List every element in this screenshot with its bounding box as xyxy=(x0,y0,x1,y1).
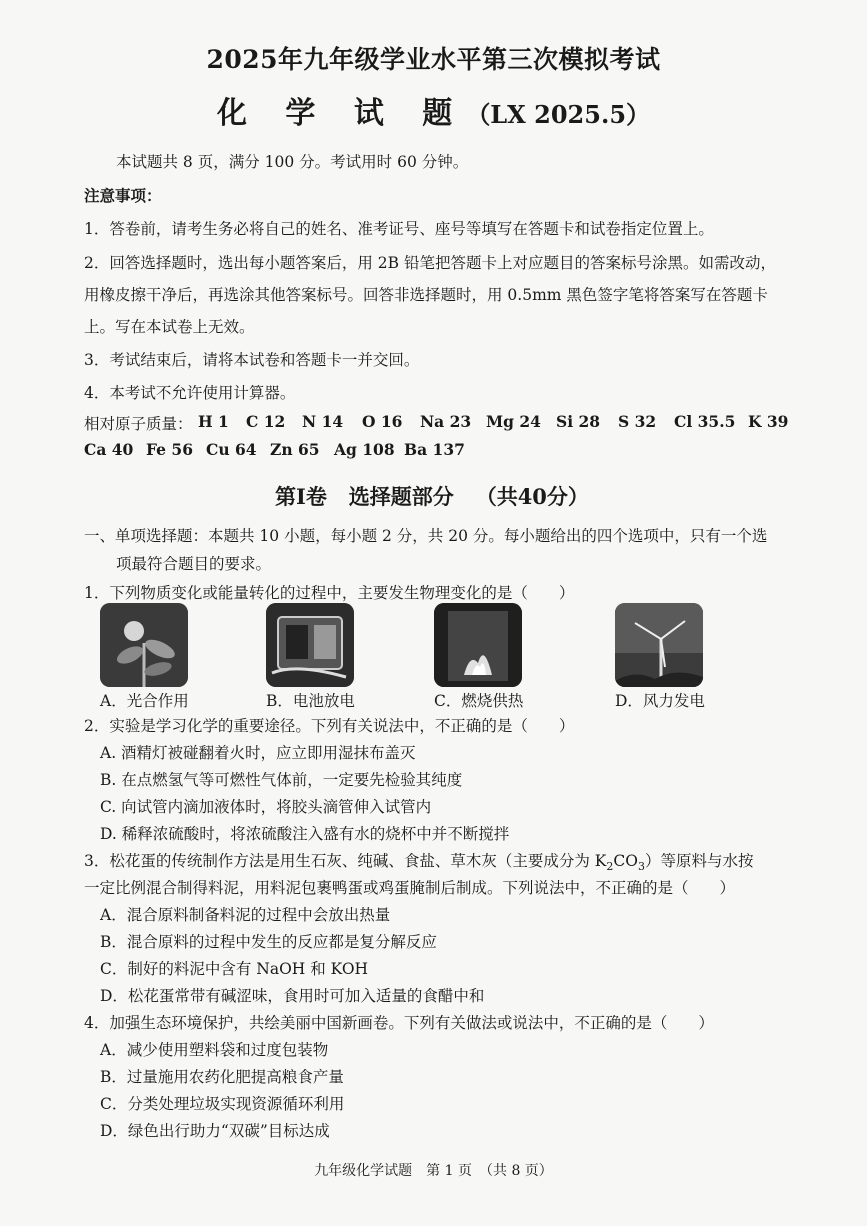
page-footer: 九年级化学试题 第 1 页 （共 8 页） xyxy=(314,1163,553,1179)
question-2-option-a: A. 酒精灯被碰翻着火时，应立即用湿抹布盖灭 xyxy=(100,744,416,762)
atomic-mass-si: Si 28 xyxy=(556,412,601,431)
wind-power-image xyxy=(615,603,703,687)
question-3-option-b: B．混合原料的过程中发生的反应都是复分解反应 xyxy=(100,933,437,951)
notice-item-1: 1．答卷前，请考生务必将自己的姓名、准考证号、座号等填写在答题卡和试卷指定位置上。 xyxy=(84,220,714,238)
notice-item-2-line3: 上。写在本试卷上无效。 xyxy=(84,318,255,336)
question-1-option-c: C．燃烧供热 xyxy=(434,692,524,710)
question-3-stem-line2: 一定比例混合制得料泥，用料泥包裹鸭蛋或鸡蛋腌制后制成。下列说法中，不正确的是（ ） xyxy=(84,879,736,897)
question-2-stem: 2．实验是学习化学的重要途径。下列有关说法中，不正确的是（ ） xyxy=(84,717,575,735)
question-2-option-c: C. 向试管内滴加液体时，将胶头滴管伸入试管内 xyxy=(100,798,432,816)
section-description-line1: 一、单项选择题：本题共 10 小题，每小题 2 分，共 20 分。每小题给出的四个选项中，只有一个选 xyxy=(84,527,768,545)
atomic-mass-s: S 32 xyxy=(618,412,657,431)
question-3-stem-line1: 3．松花蛋的传统制作方法是用生石灰、纯碱、食盐、草木灰（主要成分为 $K_2CO_3$）等原料与水按 xyxy=(84,852,754,874)
atomic-mass-n: N 14 xyxy=(302,412,344,431)
question-4-option-b: B．过量施用农药化肥提高粮食产量 xyxy=(100,1068,344,1086)
atomic-mass-k: K 39 xyxy=(748,412,789,431)
question-4-option-c: C．分类处理垃圾实现资源循环利用 xyxy=(100,1095,345,1113)
subject-name: 化 学 试 题 xyxy=(216,96,467,131)
notice-item-4: 4．本考试不允许使用计算器。 xyxy=(84,384,296,402)
question-2-option-b: B. 在点燃氢气等可燃性气体前，一定要先检验其纯度 xyxy=(100,771,463,789)
atomic-mass-na: Na 23 xyxy=(420,412,472,431)
notice-item-2-line1: 2．回答选择题时，选出每小题答案后，用 2B 铅笔把答题卡上对应题目的答案标号涂黑。如需改动， xyxy=(84,254,776,272)
fire-heating-image xyxy=(434,603,522,687)
question-3-option-d: D．松花蛋常带有碱涩味，食用时可加入适量的食醋中和 xyxy=(100,987,485,1005)
notice-heading: 注意事项： xyxy=(84,186,162,205)
atomic-mass-fe: Fe 56 xyxy=(146,440,193,459)
question-3-option-a: A．混合原料制备料泥的过程中会放出热量 xyxy=(100,906,391,924)
question-4-option-a: A．减少使用塑料袋和过度包装物 xyxy=(100,1041,329,1059)
question-4-stem: 4．加强生态环境保护，共绘美丽中国新画卷。下列有关做法或说法中，不正确的是（ ） xyxy=(84,1014,714,1032)
question-3-option-c: C．制好的料泥中含有 NaOH 和 KOH xyxy=(100,960,369,978)
intro-text: 本试题共 8 页，满分 100 分。考试用时 60 分钟。 xyxy=(116,153,469,171)
atomic-mass-zn: Zn 65 xyxy=(270,440,320,459)
atomic-mass-ca: Ca 40 xyxy=(84,440,134,459)
atomic-mass-o: O 16 xyxy=(362,412,403,431)
question-1-option-a: A．光合作用 xyxy=(100,692,189,710)
question-4-option-d: D．绿色出行助力“双碳”目标达成 xyxy=(100,1122,330,1140)
photosynthesis-image xyxy=(100,603,188,687)
atomic-mass-cu: Cu 64 xyxy=(206,440,257,459)
notice-item-2-line2: 用橡皮擦干净后，再选涂其他答案标号。回答非选择题时，用 0.5mm 黑色签字笔将答案写在答题卡 xyxy=(84,286,768,304)
atomic-mass-cl: Cl 35.5 xyxy=(674,412,736,431)
question-1-stem: 1．下列物质变化或能量转化的过程中，主要发生物理变化的是（ ） xyxy=(84,584,575,602)
atomic-mass-c: C 12 xyxy=(246,412,286,431)
question-1-option-d: D．风力发电 xyxy=(615,692,705,710)
atomic-mass-h: H 1 xyxy=(198,412,229,431)
question-1-option-b: B．电池放电 xyxy=(266,692,355,710)
exam-title: 2025年九年级学业水平第三次模拟考试 xyxy=(206,45,661,74)
battery-image xyxy=(266,603,354,687)
notice-item-3: 3．考试结束后，请将本试卷和答题卡一并交回。 xyxy=(84,351,420,369)
atomic-mass-label: 相对原子质量： xyxy=(84,415,193,433)
atomic-mass-ba: Ba 137 xyxy=(404,440,465,459)
atomic-mass-mg: Mg 24 xyxy=(486,412,541,431)
question-2-option-d: D. 稀释浓硫酸时，将浓硫酸注入盛有水的烧杯中并不断搅拌 xyxy=(100,825,510,843)
section-title: 第Ⅰ卷 选择题部分 （共40分） xyxy=(275,484,589,509)
atomic-mass-ag: Ag 108 xyxy=(334,440,395,459)
exam-code: （LX 2025.5） xyxy=(466,100,651,129)
subject-title xyxy=(0,88,867,132)
section-description-line2: 项最符合题目的要求。 xyxy=(116,555,272,573)
